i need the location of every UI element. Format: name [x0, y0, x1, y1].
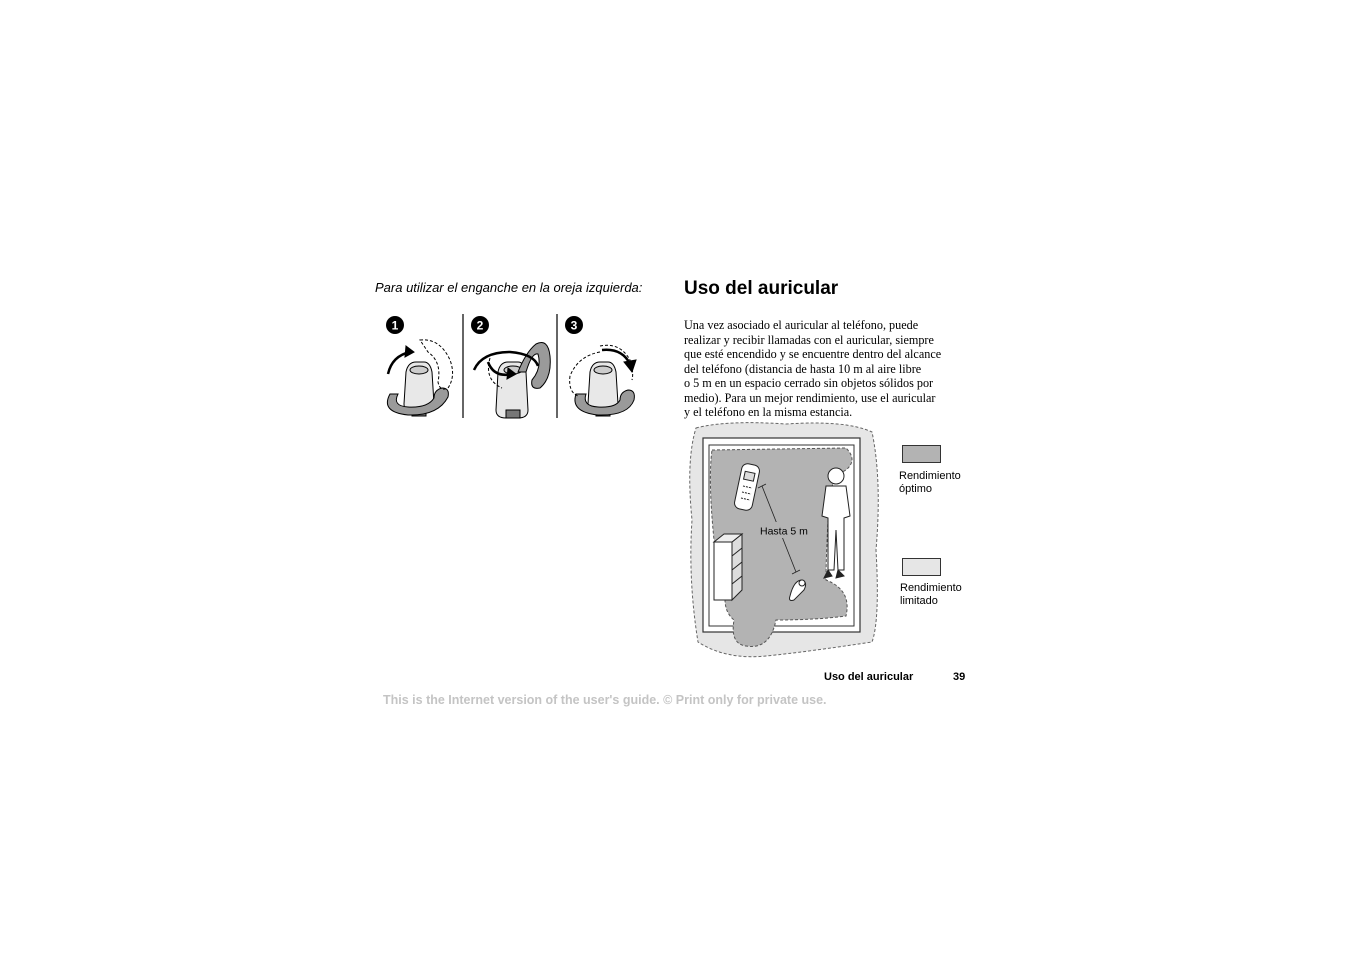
body-line: realizar y recibir llamadas con el auricular, siempre — [684, 332, 934, 347]
svg-text:1: 1 — [391, 318, 399, 333]
body-line: del teléfono (distancia de hasta 10 m al aire libre — [684, 361, 922, 376]
body-line: Una vez asociado el auricular al teléfono, puede — [684, 318, 919, 332]
body-paragraph — [684, 318, 974, 420]
ear-hook-steps-illustration — [378, 312, 646, 422]
distance-label: Hasta 5 m — [760, 525, 808, 538]
legend-swatch-optimal — [902, 445, 941, 463]
headset-step-3 — [570, 345, 636, 416]
body-line: y el teléfono en la misma estancia. — [684, 405, 853, 419]
headset-step-2 — [474, 343, 550, 419]
section-title: Uso del auricular — [684, 278, 839, 299]
body-line: medio). Para un mejor rendimiento, use el auricular — [684, 390, 936, 405]
step-caption: Para utilizar el enganche en la oreja izquierda: — [375, 280, 643, 295]
svg-text:2: 2 — [476, 318, 484, 333]
page-number: 39 — [953, 671, 966, 683]
legend-label-limited: Rendimiento limitado — [900, 582, 962, 607]
footer-section-title: Uso del auricular — [824, 671, 914, 683]
step-badge-1 — [386, 316, 404, 334]
body-line: o 5 m en un espacio cerrado sin objetos sólidos por — [684, 376, 934, 390]
range-legend — [896, 440, 976, 620]
room-range-diagram — [686, 420, 882, 660]
headset-step-1 — [387, 340, 452, 416]
legend-swatch-limited — [902, 558, 941, 576]
legend-label-optimal: Rendimiento óptimo — [899, 470, 961, 495]
internet-version-notice: This is the Internet version of the user's guide. © Print only for private use. — [383, 693, 827, 707]
step-badge-3 — [565, 316, 583, 334]
body-line: que esté encendido y se encuentre dentro del alcance — [684, 347, 942, 361]
bookshelf-icon — [714, 534, 742, 600]
svg-text:3: 3 — [570, 318, 578, 333]
step-badge-2 — [471, 316, 489, 334]
